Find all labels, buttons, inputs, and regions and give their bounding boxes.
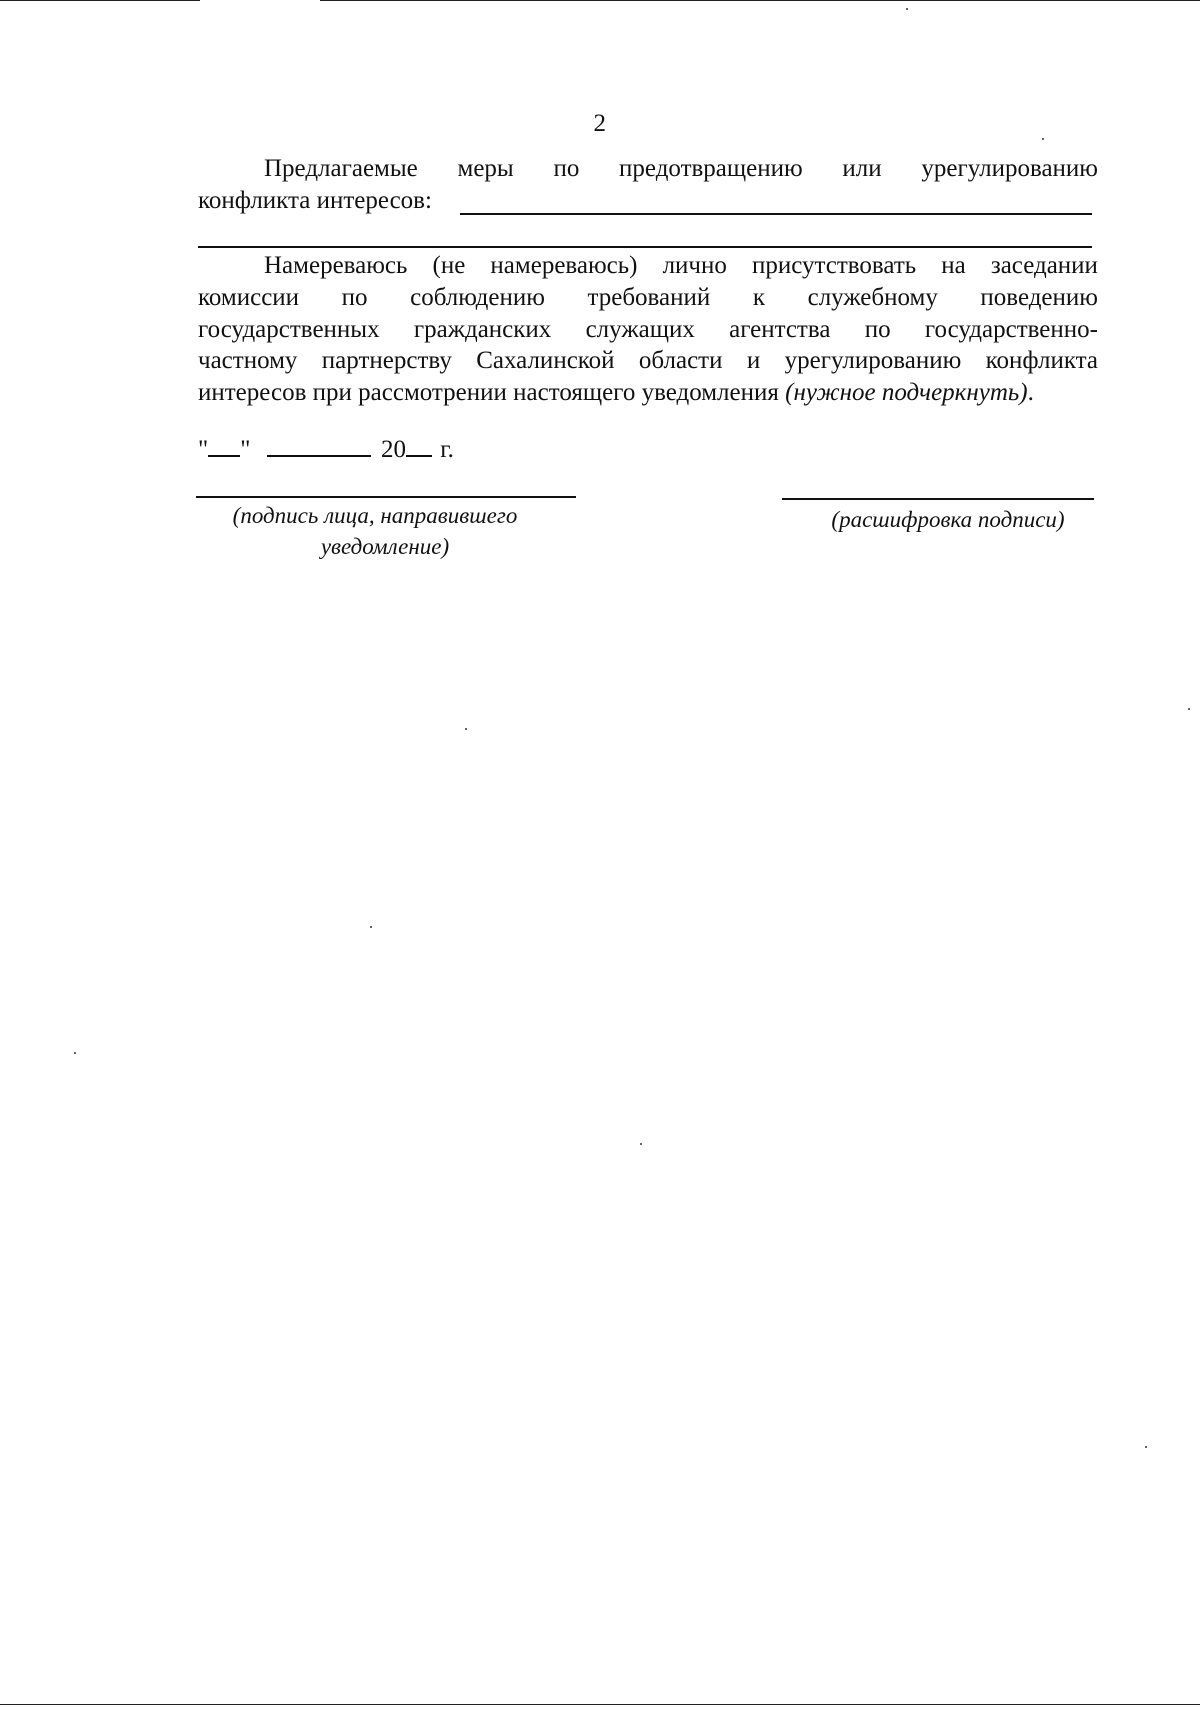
measures-word: урегулированию (921, 155, 1098, 182)
scan-edge-bottom (0, 1704, 1200, 1705)
intent-word: служащих (585, 316, 695, 343)
measures-line-1 (198, 155, 1098, 186)
measures-word: Предлагаемые (264, 155, 418, 182)
intent-word: области (638, 347, 723, 374)
intent-word: агентства (729, 316, 831, 343)
date-year-blank (406, 455, 432, 457)
intent-word: гражданских (413, 316, 552, 343)
measures-word: по (553, 155, 580, 182)
intent-word: Намереваюсь (264, 252, 408, 279)
signature-caption-line-2: уведомление) (320, 534, 450, 559)
measures-blank-line-2 (198, 246, 1092, 248)
signature-caption-line-1: (подпись лица, направившего (232, 503, 518, 528)
signature-caption (190, 500, 560, 562)
intent-word: лично (662, 252, 727, 279)
measures-label: конфликта интересов: (198, 187, 432, 214)
measures-word: или (842, 155, 882, 182)
intent-line-3 (198, 316, 1098, 347)
signature-decoding-line (782, 498, 1094, 500)
scan-edge-top-left (0, 0, 200, 1)
underline-hint: (нужное подчеркнуть) (785, 379, 1028, 406)
intent-period: . (1027, 379, 1034, 406)
intent-word: (не (432, 252, 466, 279)
date-line (198, 436, 1098, 467)
signature-decoding-caption (798, 504, 1098, 535)
intent-line-1 (198, 252, 1098, 283)
intent-word: присутствовать (751, 252, 917, 279)
intent-word: по (864, 316, 891, 343)
date-day-blank (208, 455, 240, 457)
date-year-suffix: г. (440, 436, 454, 463)
intent-word: к (752, 284, 766, 311)
scan-speck (1188, 708, 1190, 710)
intent-line-2 (198, 284, 1098, 315)
intent-word: по (341, 284, 368, 311)
intent-word: заседании (990, 252, 1098, 279)
intent-word: и (746, 347, 761, 374)
intent-word: требований (587, 284, 711, 311)
intent-word: служебному (807, 284, 938, 311)
intent-word: Сахалинской (476, 347, 615, 374)
scan-edge-top-right (320, 0, 1200, 1)
intent-word: государственных (198, 316, 380, 343)
intent-line-4 (198, 347, 1098, 378)
intent-text: интересов при рассмотрении настоящего уведомления (198, 379, 786, 406)
date-quote-open: " (198, 436, 209, 463)
intent-line-5 (198, 379, 1098, 410)
scan-speck (74, 1052, 76, 1054)
intent-word: поведению (980, 284, 1098, 311)
intent-word: конфликта (985, 347, 1098, 374)
date-quote-close: " (240, 436, 251, 463)
intent-word: частному (198, 347, 298, 374)
date-year-prefix: 20 (380, 436, 406, 463)
intent-word: соблюдению (410, 284, 545, 311)
page-number: 2 (593, 110, 607, 137)
intent-word: на (941, 252, 966, 279)
scan-speck (906, 8, 908, 10)
date-month-blank (267, 455, 371, 457)
measures-blank-line-1 (460, 213, 1092, 215)
scan-speck (1042, 138, 1044, 140)
signature-decoding-caption-text: (расшифровка подписи) (831, 507, 1065, 532)
intent-word: партнерству (321, 347, 452, 374)
measures-word: предотвращению (619, 155, 803, 182)
scan-speck (1145, 1446, 1147, 1448)
intent-word: комиссии (198, 284, 300, 311)
signature-line (196, 496, 576, 498)
scan-speck (640, 1143, 642, 1145)
intent-word: намереваюсь) (490, 252, 638, 279)
measures-word: меры (457, 155, 514, 182)
scan-speck (370, 926, 372, 928)
intent-word: урегулированию (784, 347, 962, 374)
intent-word: государственно- (924, 316, 1098, 343)
scan-speck (465, 728, 467, 730)
